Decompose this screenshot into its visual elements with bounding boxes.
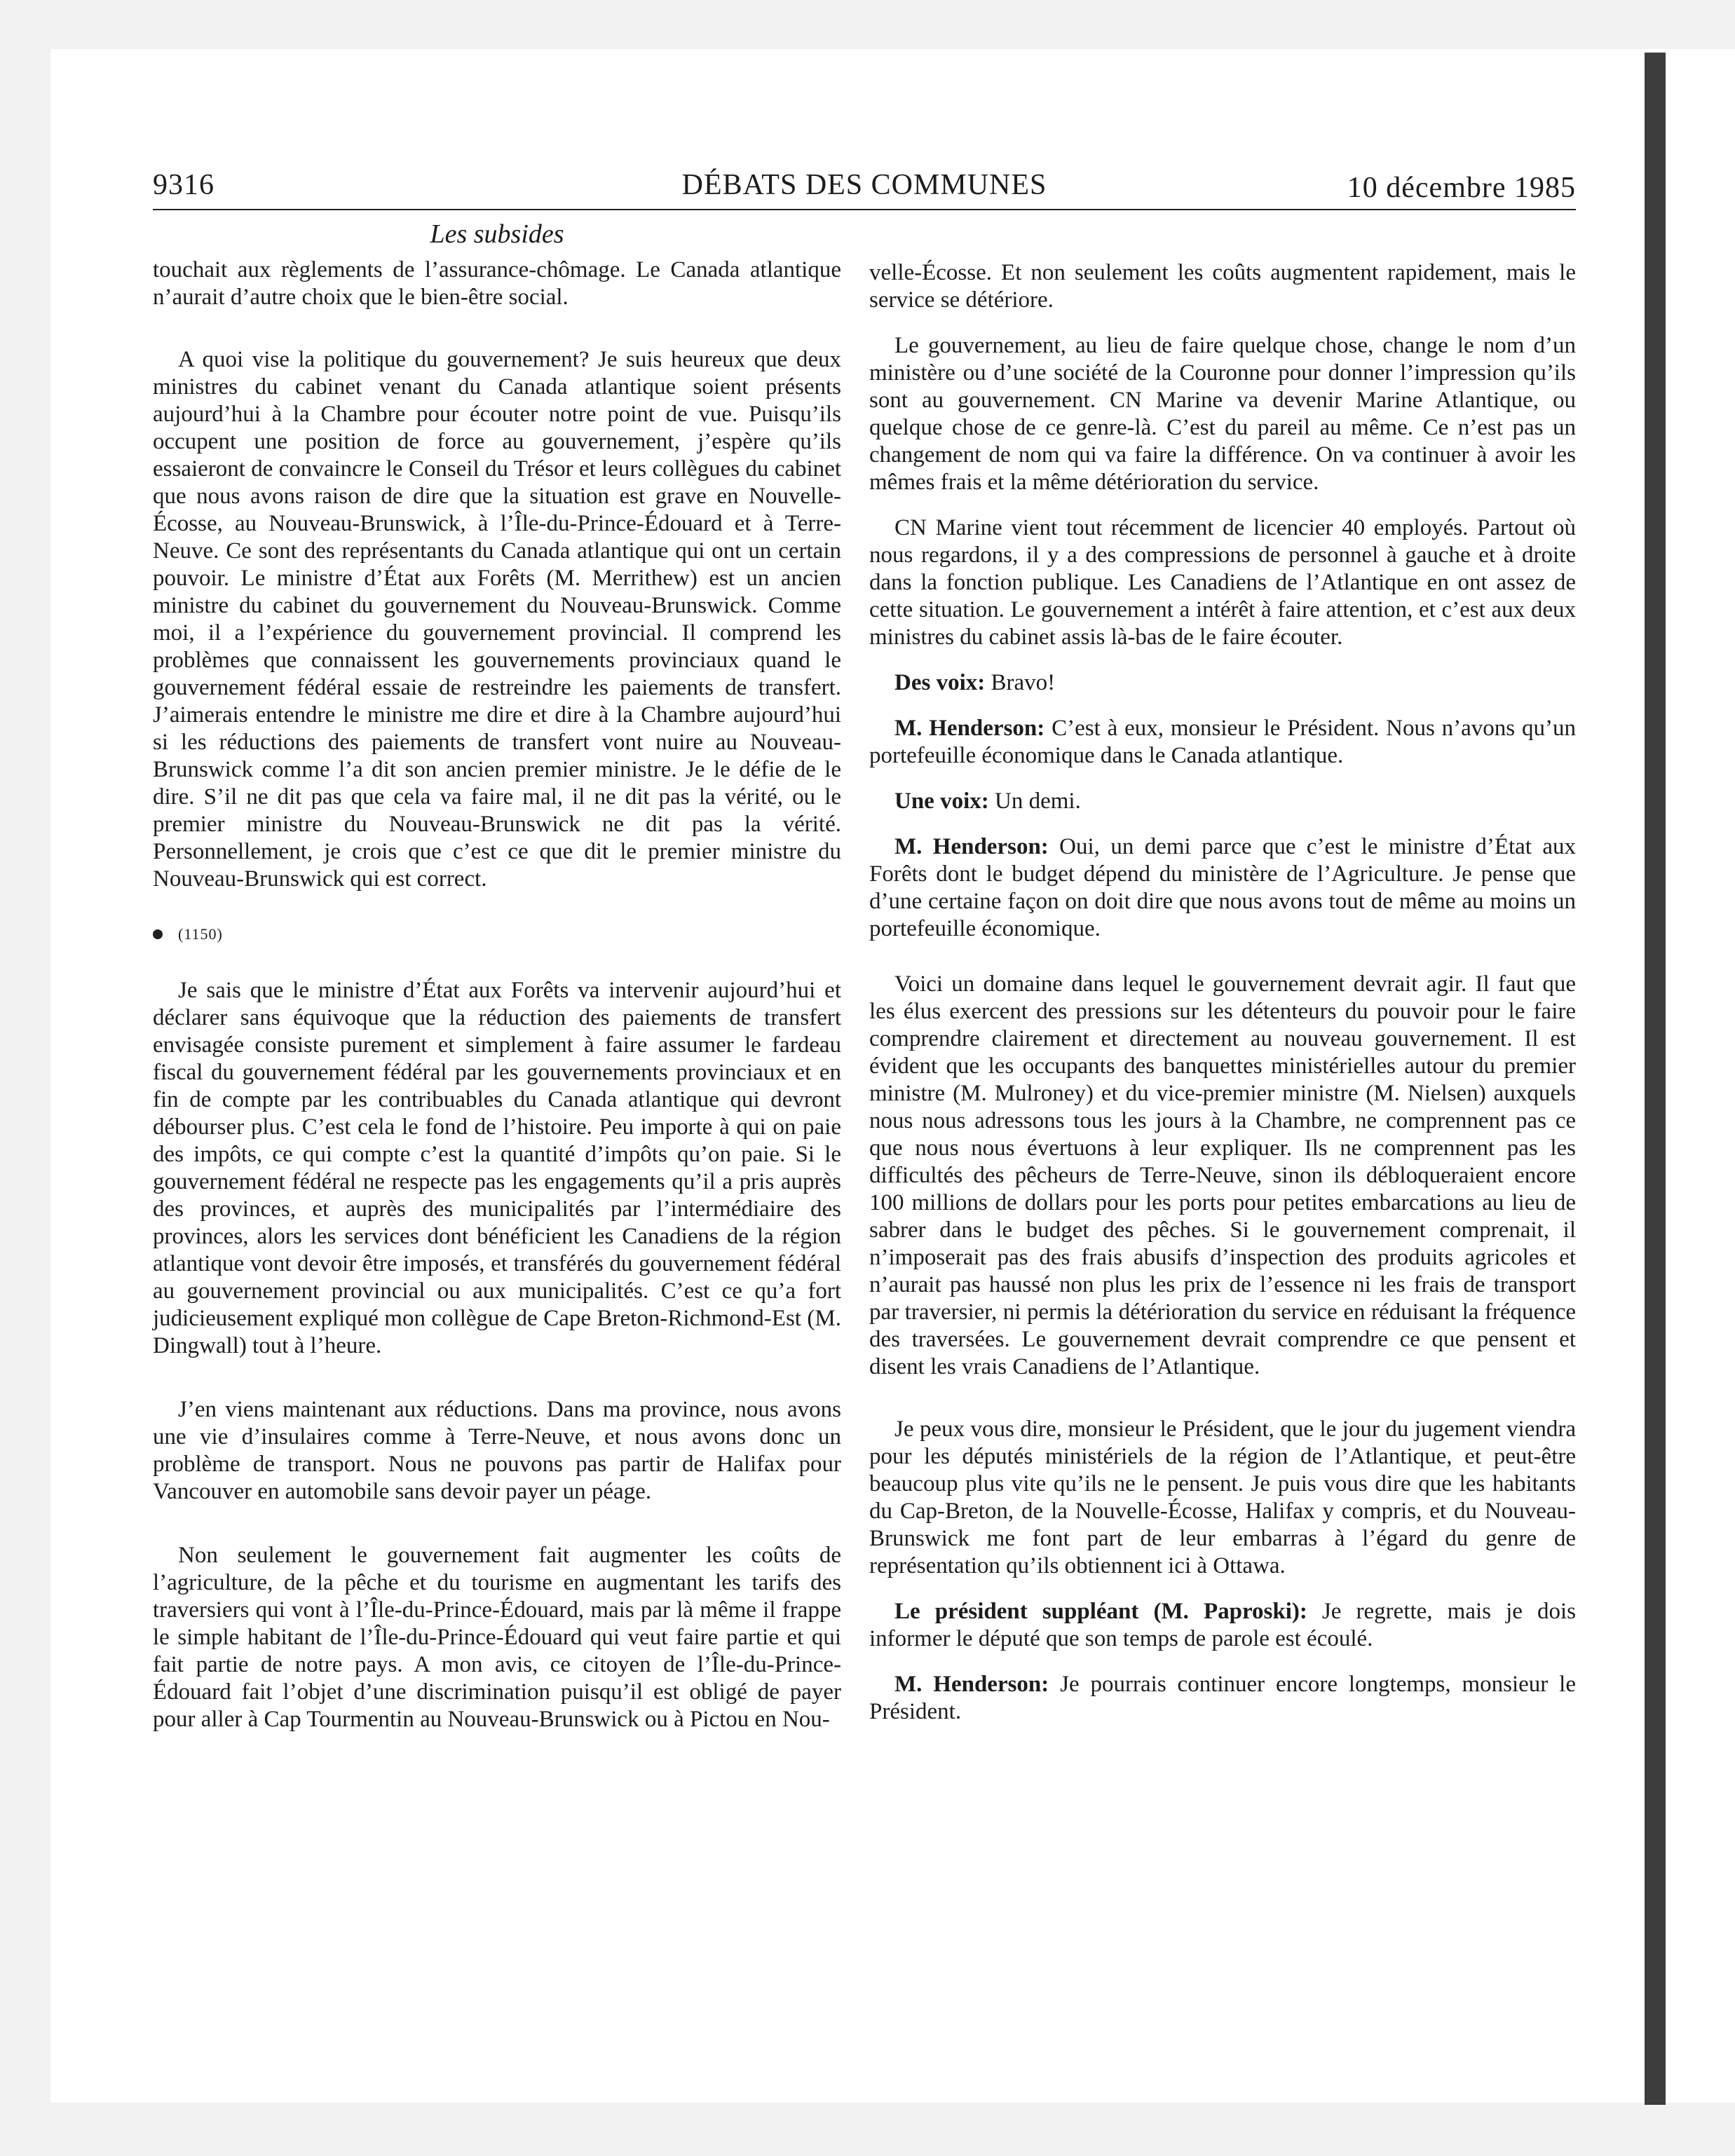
paragraph: velle-Écosse. Et non seulement les coûts augmentent rapidement, mais le service se détériore. — [869, 260, 1576, 313]
speech-text: C’est à eux, monsieur le Président. Nous n’avons qu’un portefeuille économique dans le Canada atlantique. — [869, 716, 1576, 768]
page-date: 10 décembre 1985 — [1347, 172, 1576, 204]
paragraph: CN Marine vient tout récemment de licencier 40 employés. Partout où nous regardons, il y a des compressions de personnel à gauche et à droite dans la fonction publique. Les Canadiens de l’Atlantique en ont assez de cette situation. Le gouvernement a intérêt à faire attention, et c’est aux deux ministres du cabinet assis là-bas de le faire écouter. — [869, 515, 1576, 650]
speech — [869, 788, 1576, 815]
left-column — [153, 257, 841, 1752]
bullet-icon — [153, 929, 163, 939]
speech-text: Bravo! — [985, 670, 1056, 695]
speaker-name: Le président suppléant (M. Paproski): — [894, 1599, 1307, 1624]
speech — [869, 833, 1576, 943]
speech — [869, 715, 1576, 770]
scan-margin-bottom — [0, 2103, 1735, 2156]
scan-margin-top — [0, 0, 1735, 49]
speech-text: Je pourrais continuer encore longtemps, monsieur le Président. — [869, 1672, 1576, 1724]
speaker-name: Une voix: — [894, 789, 989, 814]
paragraph: A quoi vise la politique du gouvernement? Je suis heureux que deux ministres du cabinet venant du Canada atlantique soient présents aujourd’hui à la Chambre pour écouter notre point de vue. Puisqu’ils occupent une position de force au gouvernement, j’espère qu’ils essaieront de convaincre le Conseil du Trésor et leurs collègues du cabinet que nous avons raison de dire que la situation est grave en Nouvelle-Écosse, au Nouveau-Brunswick, à l’Île-du-Prince-Édouard et à Terre-Neuve. Ce sont des représentants du Canada atlantique qui ont un certain pouvoir. Le ministre d’État aux Forêts (M. Merrithew) est un ancien ministre du cabinet du gouvernement du Nouveau-Brunswick. Comme moi, il a l’expérience du gouvernement provincial. Il comprend les problèmes que connaissent les gouvernements provinciaux quand le gouvernement fédéral essaie de restreindre les paiements de transfert. J’aimerais entendre le ministre me dire et dire à la Chambre aujourd’hui si les réductions des paiements de transfert vont nuire au Nouveau-Brunswick comme l’a dit son ancien premier ministre. Je le défie de le dire. S’il ne dit pas que cela va faire mal, il ne dit pas la vérité, ou le premier ministre du Nouveau-Brunswick ne dit pas la vérité. Personnellement, je crois que c’est ce que dit le premier ministre du Nouveau-Brunswick qui est correct. — [153, 347, 841, 892]
paragraph: Le gouvernement, au lieu de faire quelque chose, change le nom d’un ministère ou d’une société de la Couronne pour donner l’impression qu’ils sont au gouvernement. CN Marine va devenir Marine Atlantique, ou quelque chose de ce genre-là. C’est du pareil au même. Ce n’est pas un changement de nom qui va faire la différence. On va continuer à avoir les mêmes frais et la même détérioration du service. — [869, 333, 1576, 495]
paragraph: touchait aux règlements de l’assurance-chômage. Le Canada atlantique n’aurait d’autre choix que le bien-être social. — [153, 257, 841, 310]
speaker-name: M. Henderson: — [894, 834, 1049, 859]
right-column — [869, 259, 1576, 1744]
speech-text: Oui, un demi parce que c’est le ministre d’État aux Forêts dont le budget dépend du ministère de l’Agriculture. Je pense que d’une certaine façon on doit dire que nous avons tout de même au moins un portefeuille économique. — [869, 834, 1576, 941]
speech-text: Je regrette, mais je dois informer le député que son temps de parole est écoulé. — [869, 1599, 1576, 1651]
page-number: 9316 — [153, 169, 215, 201]
page-header — [153, 168, 1576, 209]
scan-edge-bar — [1645, 53, 1666, 2105]
paragraph: Non seulement le gouvernement fait augmenter les coûts de l’agriculture, de la pêche et du tourisme en augmentant les tarifs des traversiers qui vont à l’Île-du-Prince-Édouard, mais par là même il frappe le simple habitant de l’Île-du-Prince-Édouard qui veut faire partie et qui fait partie de notre pays. A mon avis, ce citoyen de l’Île-du-Prince-Édouard fait l’objet d’une discrimination puisqu’il est obligé de payer pour aller à Cap Tourmentin au Nouveau-Brunswick ou à Pictou en Nou- — [153, 1543, 841, 1732]
time-marker — [153, 924, 841, 945]
time-marker-label: (1150) — [178, 925, 223, 943]
header-rule — [153, 209, 1576, 210]
speech — [869, 1671, 1576, 1726]
speech — [869, 669, 1576, 697]
paragraph: Je peux vous dire, monsieur le Président, que le jour du jugement viendra pour les députés ministériels de la région de l’Atlantique, et peut-être beaucoup plus vite qu’ils ne le pensent. Je puis vous dire que les habitants du Cap-Breton, de la Nouvelle-Écosse, Halifax y compris, et du Nouveau-Brunswick me font part de leur embarras à l’égard du genre de représentation qu’ils obtiennent ici à Ottawa. — [869, 1417, 1576, 1578]
paragraph: Je sais que le ministre d’État aux Forêts va intervenir aujourd’hui et déclarer sans équivoque que la réduction des paiements de transfert envisagée consiste purement et simplement à faire assumer le fardeau fiscal du gouvernement fédéral par les gouvernements provinciaux et en fin de compte par les contribuables du Canada atlantique qui devront débourser plus. C’est cela le fond de l’histoire. Peu importe à qui on paie des impôts, ce qui compte c’est la quantité d’impôts qu’on paie. Si le gouvernement fédéral ne respecte pas les engagements qu’il a pris auprès des provinces, et auprès des municipalités par l’intermédiaire des provinces, alors les services dont bénéficient les Canadiens de la région atlantique vont devoir être imposés, et transférés du gouvernement fédéral au gouvernement provincial ou aux municipalités. C’est ce qu’a fort judicieusement expliqué mon collègue de Cape Breton-Richmond-Est (M. Dingwall) tout à l’heure. — [153, 978, 841, 1358]
paragraph: J’en viens maintenant aux réductions. Dans ma province, nous avons une vie d’insulaires comme à Terre-Neuve, et nous avons donc un problème de transport. Nous ne pouvons pas partir de Halifax pour Vancouver en automobile sans devoir payer un péage. — [153, 1397, 841, 1504]
running-title: Les subsides — [430, 219, 564, 249]
speech — [869, 1598, 1576, 1653]
paragraph: Voici un domaine dans lequel le gouvernement devrait agir. Il faut que les élus exercent des pressions sur les détenteurs du pouvoir pour le faire comprendre clairement et directement au nouveau gouvernement. Il est évident que les occupants des banquettes ministérielles autour du premier ministre (M. Mulroney) et du vice-premier ministre (M. Nielsen) auxquels nous nous adressons tous les jours à la Chambre, ne comprennent pas ce que nous nous évertuons à leur expliquer. Ils ne comprennent pas les difficultés des pêcheurs de Terre-Neuve, sinon ils débloqueraient encore 100 millions de dollars pour les ports pour petites embarcations au lieu de sabrer dans le budget des pêches. Si le gouvernement comprenait, il n’imposerait pas des frais abusifs d’inspection des produits agricoles et n’aurait pas haussé non plus les prix de l’essence ni les frais de transport par traversier, ni permis la détérioration du service en réduisant la fréquence des traversées. Le gouvernement devrait comprendre ce que pensent et disent les vrais Canadiens de l’Atlantique. — [869, 971, 1576, 1379]
publication-title: DÉBATS DES COMMUNES — [681, 169, 1047, 201]
speaker-name: M. Henderson: — [894, 716, 1045, 741]
speaker-name: Des voix: — [894, 670, 986, 695]
speaker-name: M. Henderson: — [894, 1672, 1049, 1697]
scan-margin-left — [0, 0, 50, 2156]
speech-text: Un demi. — [988, 789, 1081, 814]
